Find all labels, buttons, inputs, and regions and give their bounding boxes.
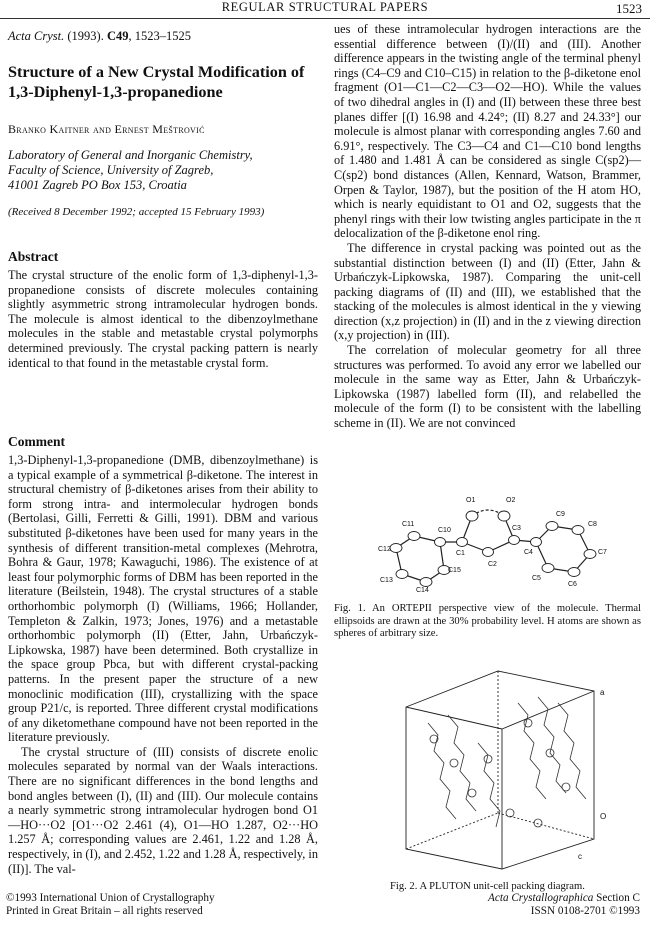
figure-1-caption: Fig. 1. An ORTEPII perspective view of the molecule. Thermal ellipsoids are drawn at the 30% probability level. H atoms are shown as spheres of arbitrary size.	[334, 603, 641, 640]
svg-text:C11: C11	[402, 521, 415, 528]
svg-text:O2: O2	[506, 497, 516, 504]
svg-text:C3: C3	[512, 525, 521, 532]
svg-text:C7: C7	[598, 549, 607, 556]
thermal-ellipsoids	[390, 511, 596, 587]
svg-text:C12: C12	[378, 546, 391, 553]
svg-text:C10: C10	[438, 527, 451, 534]
molecule-bonds	[396, 510, 590, 582]
citation: Acta Cryst. (1993). C49, 1523–1525	[8, 29, 191, 43]
figure-2-caption: Fig. 2. A PLUTON unit-cell packing diagram.	[390, 881, 585, 892]
svg-text:O1: O1	[466, 497, 476, 504]
comment-paragraph: The crystal structure of (III) consists of discrete enolic molecules separated by normal van der Waals interactions. There are no significant differences in the bond lengths and bond angles between (I), (II) and (III). Our molecule contains a nearly symmetric strong intramolecular hydrogen bond O1—HO···O2 [O1···O2 2.461 (4), O1—HO 1.287, O2···HO 1.257 Å; corresponding values are 2.461, 1.22 and 1.28 Å, respectively, in (I), and 2.452, 1.22 and 1.28 Å, respectively, in (II)]. The val-	[8, 744, 318, 876]
body-paragraph: The difference in crystal packing was pointed out as the substantial distinction between (I) and (II) (Etter, Jahn & Urbańczyk-Lipkowska, 1987). Comparing the unit-cell packing diagrams of (II) and (III), we established that the stacking of the molecules is almost identical in the y viewing direction (x,z projection) in (II) and in the z viewing direction (x,y projection) in (III).	[334, 240, 641, 343]
axis-labels	[578, 688, 606, 861]
received-dates: (Received 8 December 1992; accepted 15 February 1993)	[8, 206, 265, 218]
comment-heading: Comment	[8, 434, 65, 449]
footer-journal: Acta Crystallographica Section C ISSN 0108-2701 ©1993	[488, 892, 640, 917]
figure-2-packing	[388, 663, 612, 875]
atom-labels	[378, 497, 607, 594]
svg-text:c: c	[578, 852, 582, 861]
affiliation: Laboratory of General and Inorganic Chemistry, Faculty of Science, University of Zagreb, 41001 Zagreb PO Box 153, Croatia	[8, 148, 253, 192]
article-title: Structure of a New Crystal Modification of 1,3-Diphenyl-1,3-propanedione	[8, 63, 305, 101]
svg-text:C13: C13	[380, 577, 393, 584]
svg-text:C4: C4	[524, 549, 533, 556]
abstract-text: The crystal structure of the enolic form of 1,3-diphenyl-1,3-propanedione consists of discrete molecules containing slightly asymmetric strong intramolecular hydrogen bonds. The molecule is almost identical to the dibenzoylmethane molecules in the stable and metastable crystal polymorphs determined previously. The crystal packing pattern is nearly identical to that found in the metastable crystal form.	[8, 268, 318, 370]
svg-text:C9: C9	[556, 511, 565, 518]
svg-text:C1: C1	[456, 550, 465, 557]
abstract-heading: Abstract	[8, 249, 59, 264]
figure-1-ortep	[376, 486, 616, 594]
svg-text:C15: C15	[448, 567, 461, 574]
packed-molecules	[428, 697, 586, 827]
page-number: 1523	[616, 1, 642, 16]
svg-text:C14: C14	[416, 587, 429, 594]
authors: Branko Kaitner and Ernest Meštrović	[8, 122, 205, 136]
unit-cell-box	[406, 671, 594, 869]
svg-text:O: O	[600, 812, 607, 821]
header-rule	[0, 18, 650, 19]
right-column-text	[334, 22, 641, 431]
svg-text:a: a	[600, 688, 605, 697]
footer-copyright: ©1993 International Union of Crystallography Printed in Great Britain – all rights reserved	[6, 892, 215, 917]
svg-text:C2: C2	[488, 561, 497, 568]
svg-text:C8: C8	[588, 521, 597, 528]
running-header: REGULAR STRUCTURAL PAPERS	[221, 0, 429, 14]
comment-paragraph: 1,3-Diphenyl-1,3-propanedione (DMB, dibenzoylmethane) is a typical example of a symmetrical β-diketone. The interest in structural chemistry of β-diketones arises from their ability to form strong intra- and intermolecular hydrogen bonds (Bertolasi, Gilli, Ferretti & Gilli, 1991). DBM and various substituted β-diketones have been used for many years in the synthesis of different transition-metal complexes (Mehrotra, Bohra & Gaur, 1978; Kawaguchi, 1986). The existence of at least four polymorphic forms of DBM has been reported in the literature (Beilstein, 1948). The crystal structures of a stable orthorhombic polymorph (I) (Williams, 1966; Hollander, Templeton & Zalkin, 1973; Jones, 1976) and a metastable orthorhombic polymorph (II) (Etter, Jahn, Urbańczyk-Lipkowska, 1987) have been determined. Both crystallize in the space group Pbca, but with different crystal-packing patterns. In the present paper the structure of a new monoclinic modification (III), crystallizing with the space group P21/c, is reported. Three different crystal modifications of any diketomethane compound have not been reported in the literature previously.	[8, 453, 318, 745]
comment-text	[8, 453, 318, 876]
svg-text:C6: C6	[568, 581, 577, 588]
body-paragraph: ues of these intramolecular hydrogen interactions are the essential difference between (I)/(II) and (III). Another difference appears in the twisting angle of the terminal phenyl rings (C4–C9 and C10–C15) in relation to the β-diketone enol fragment (O1—C1—C2—C3—O2—HO). While the values of two dihedral angles in (I) and (II) between these three best planes differ [(I) 16.98 and 4.24°; (II) 8.27 and 24.33°] our molecule is almost planar with corresponding angles 7.60 and 6.91°, respectively. The C3—C4 and C1—C10 bond lengths of 1.480 and 1.481 Å can be considered as single C(sp2)—C(sp2) bond distances (Allen, Kennard, Watson, Brammer, Orpen & Taylor, 1987), but the position of the H atom HO, which is nearly equidistant to O1 and O2, suggests that the phenyl rings with their low twisting angles participate in the π delocalization of the β-diketone enol ring.	[334, 22, 641, 241]
body-paragraph: The correlation of molecular geometry for all three structures was performed. To avoid any error we labelled our molecule in the same way as Etter, Jahn & Urbańczyk-Lipkowska (1987) labelled form (II), and relabelled the molecule of the form (I) to be consistent with the labelling scheme in (II). We are not convinced	[334, 343, 641, 431]
svg-text:C5: C5	[532, 575, 541, 582]
